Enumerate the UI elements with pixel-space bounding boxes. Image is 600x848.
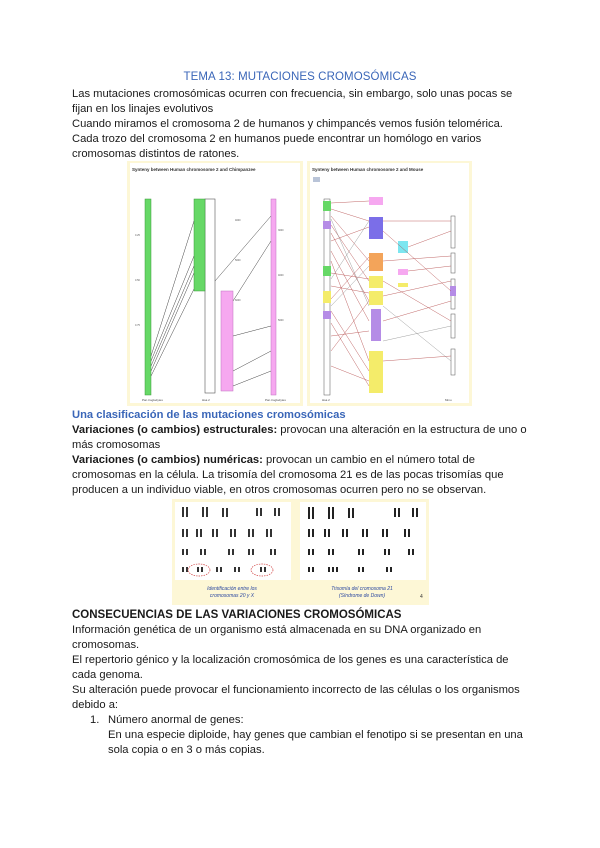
karyotype-left bbox=[175, 502, 291, 580]
svg-text:6000: 6000 bbox=[235, 299, 241, 302]
mouse-hsa-label: Hsa 2 bbox=[322, 398, 330, 402]
left-axis-label: Pan troglodytes bbox=[142, 398, 163, 402]
caption-left-1: Identificación entre los bbox=[207, 586, 257, 592]
hsa2-band bbox=[323, 221, 331, 229]
consequences-line: cromosomas. bbox=[72, 639, 140, 651]
mouse-block bbox=[369, 217, 383, 239]
chimp-chromosome-2b bbox=[271, 199, 276, 395]
list-item-body: sola copia o en 3 o más copias. bbox=[108, 744, 265, 756]
intro-line: Cada trozo del cromosoma 2 en humanos puede encontrar un homólogo en varios bbox=[72, 133, 482, 145]
svg-text:0.25: 0.25 bbox=[135, 234, 140, 237]
human-chromosome-2 bbox=[205, 199, 215, 393]
consequences-line: Su alteración puede provocar el funcionamiento incorrecto de las células o los organismos bbox=[72, 684, 520, 696]
consequences-line: El repertorio génico y la localización cromosómica de los genes es una característica de bbox=[72, 654, 509, 666]
list-item-number: 1. bbox=[90, 714, 100, 726]
structural-line bbox=[72, 423, 532, 438]
right-axis-label: Pan troglodytes bbox=[265, 398, 286, 402]
intro-line: fijan en los linajes evolutivos bbox=[72, 103, 214, 115]
list-item-body: En una especie diploide, hay genes que cambian el fenotipo si se presentan en una bbox=[108, 729, 523, 741]
center-axis-label: Hsa 2 bbox=[202, 398, 210, 402]
mouse-block bbox=[371, 309, 381, 341]
structural-line-2: más cromosomas bbox=[72, 439, 161, 451]
panel-marker-icon bbox=[313, 177, 320, 182]
caption-left-2: cromosomas 20 y X bbox=[209, 593, 255, 599]
mouse-block bbox=[369, 253, 383, 271]
intro-line: Cuando miramos el cromosoma 2 de humanos y chimpancés vemos fusión telomérica. bbox=[72, 118, 503, 130]
figure-page-mark: 4 bbox=[420, 594, 423, 600]
numeric-line-2: cromosomas en la célula. La trisomía del cromosoma 21 es de las pocas trisomías que bbox=[72, 469, 504, 481]
mouse-block bbox=[369, 291, 383, 305]
karyotype-figure bbox=[172, 499, 429, 605]
numeric-line-3: producen a un individuo viable, en otros cromosomas ocurren pero no se observan. bbox=[72, 484, 487, 496]
chimp-chromosome-2a bbox=[145, 199, 151, 395]
human-2-pink-segment bbox=[221, 291, 233, 391]
caption-right-1: Trisomía del cromosoma 21 bbox=[331, 586, 393, 592]
consequences-heading: CONSECUENCIAS DE LAS VARIACIONES CROMOSÓMICAS bbox=[72, 609, 402, 621]
right-panel-title: Synteny between Human chromosome 2 and Mouse bbox=[312, 167, 424, 172]
hsa2-band bbox=[323, 291, 331, 303]
svg-text:5000: 5000 bbox=[235, 259, 241, 262]
list-item-title: Número anormal de genes: bbox=[108, 714, 244, 726]
svg-text:4000: 4000 bbox=[235, 219, 241, 222]
classification-heading: Una clasificación de las mutaciones cromosómicas bbox=[72, 409, 346, 421]
mouse-block bbox=[398, 269, 408, 275]
intro-line: cromosomas distintos de ratones. bbox=[72, 148, 240, 160]
hsa2-band bbox=[323, 201, 331, 211]
human-2-green-segment bbox=[194, 199, 205, 291]
mouse-block bbox=[369, 351, 383, 393]
hsa2-band bbox=[323, 266, 331, 276]
intro-line: Las mutaciones cromosómicas ocurren con frecuencia, sin embargo, solo unas pocas se bbox=[72, 88, 513, 100]
mouse-block bbox=[369, 197, 383, 205]
page-title: TEMA 13: MUTACIONES CROMOSÓMICAS bbox=[183, 71, 417, 83]
synteny-figure bbox=[127, 161, 472, 406]
structural-text: provocan una alteración en la estructura de uno o bbox=[277, 424, 527, 436]
hsa2-band bbox=[323, 311, 331, 319]
mouse-mmu-label: Mmu bbox=[445, 398, 452, 402]
svg-text:0.50: 0.50 bbox=[135, 279, 140, 282]
numeric-text: provocan un cambio en el número total de bbox=[262, 454, 475, 466]
svg-text:0.75: 0.75 bbox=[135, 324, 140, 327]
consequences-line: cada genoma. bbox=[72, 669, 143, 681]
numeric-line bbox=[72, 453, 532, 468]
svg-text:4000: 4000 bbox=[278, 274, 284, 277]
mouse-block bbox=[398, 241, 408, 253]
svg-text:3000: 3000 bbox=[278, 229, 284, 232]
mouse-block bbox=[398, 283, 408, 287]
structural-label: Variaciones (o cambios) estructurales: bbox=[72, 424, 278, 436]
mouse-block bbox=[369, 276, 383, 288]
consequences-line: Información genética de un organismo está almacenada en su DNA organizado en bbox=[72, 624, 482, 636]
left-panel-title: Synteny between Human chromosome 2 and Chimpanzee bbox=[132, 167, 256, 172]
svg-text:5000: 5000 bbox=[278, 319, 284, 322]
consequences-line: debido a: bbox=[72, 699, 119, 711]
caption-right-2: (Síndrome de Down) bbox=[338, 593, 386, 599]
numeric-label: Variaciones (o cambios) numéricas: bbox=[72, 454, 263, 466]
